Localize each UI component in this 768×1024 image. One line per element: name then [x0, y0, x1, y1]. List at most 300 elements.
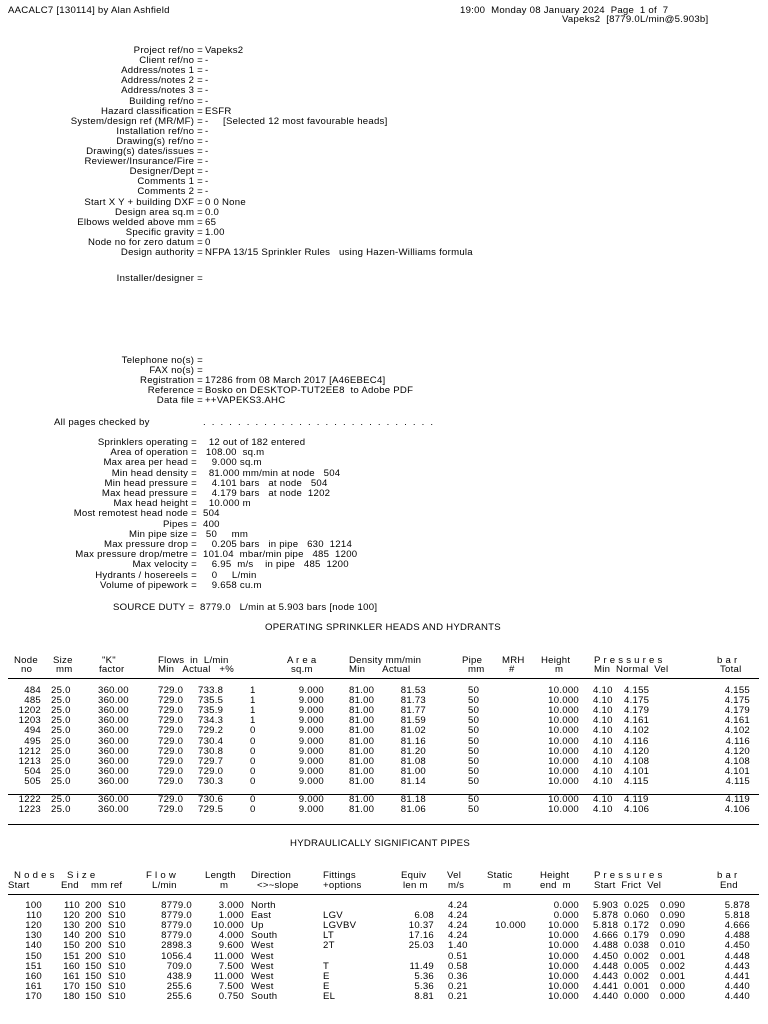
info-label: Client ref/no = — [139, 55, 203, 67]
pipes-cell-equiv: 5.36 — [414, 970, 434, 982]
heads-cell-pct: 0 — [250, 775, 256, 787]
pipes-cell-dir: East — [251, 910, 272, 922]
pipes-cell-pvel: 0.090 — [660, 920, 686, 932]
heads-cell-pipe: 50 — [468, 725, 480, 737]
pipes-cell-vel: 4.24 — [448, 910, 468, 922]
summary-label: Min pipe size = — [128, 528, 197, 540]
heads-cell-pipe: 50 — [468, 794, 480, 805]
heads-cell-total: 4.116 — [725, 735, 750, 747]
pipes-cell-start: 110 — [25, 910, 42, 922]
pipes-cell-dir: Up — [251, 920, 264, 932]
pipes-header-label: Fittings — [323, 870, 356, 881]
heads-cell-factual: 733.8 — [198, 685, 224, 696]
heads-cell-dmin: 81.00 — [349, 755, 375, 767]
pipes-cell-start: 120 — [25, 920, 42, 932]
summary-value: 504 — [203, 508, 220, 520]
pipes-cell-start: 160 — [25, 970, 42, 982]
heads-cell-factual: 734.3 — [198, 715, 224, 727]
pipes-cell-pstart: 4.448 — [593, 960, 619, 972]
pipes-cell-size: 200 — [85, 920, 102, 932]
heads-header-label: Height — [541, 655, 571, 666]
pipes-cell-flow: 8779.0 — [161, 930, 192, 942]
heads-cell-height: 10.000 — [548, 735, 579, 747]
summary-value: 10.000 m — [203, 498, 251, 510]
pipes-cell-len: 11.000 — [213, 950, 244, 962]
heads-cell-dact: 81.06 — [400, 804, 426, 816]
pipes-cell-equiv: 6.08 — [414, 910, 434, 922]
pipes-cell-pend: 4.443 — [724, 960, 750, 972]
heads-cell-k: 360.00 — [98, 765, 129, 777]
pipes-cell-pend: 4.448 — [724, 950, 750, 962]
pipes-cell-vel: 0.58 — [448, 960, 468, 972]
pipes-header-label: L/min — [152, 880, 177, 891]
heads-cell-total: 4.175 — [724, 695, 750, 707]
heads-cell-dmin: 81.00 — [349, 715, 375, 727]
summary-label: Min head density = — [111, 467, 197, 479]
pipes-cell-len: 4.000 — [218, 930, 244, 942]
heads-cell-fmin: 729.0 — [158, 725, 184, 737]
pipes-cell-start: 161 — [25, 980, 42, 992]
info-label: Installation ref/no = — [116, 125, 203, 137]
pipes-header-label: b a r — [717, 870, 738, 881]
heads-group-divider — [8, 794, 759, 795]
heads-header-label: Min Actual +% — [158, 664, 234, 675]
pipes-cell-pvel: 0.001 — [660, 970, 686, 982]
heads-cell-dact: 81.02 — [400, 725, 426, 737]
pipes-cell-height: 10.000 — [548, 930, 579, 942]
pipes-cell-pvel: 0.090 — [660, 930, 686, 942]
pipes-cell-frict: 0.060 — [624, 910, 650, 922]
heads-cell-fmin: 729.0 — [158, 685, 184, 696]
heads-cell-fmin: 729.0 — [158, 755, 184, 767]
pipes-top-divider — [8, 894, 759, 895]
heads-cell-height: 10.000 — [548, 695, 579, 707]
heads-cell-pipe: 50 — [468, 745, 480, 757]
pipes-cell-end: 120 — [63, 910, 80, 922]
heads-cell-node: 1222 — [18, 794, 41, 805]
pipes-cell-pstart: 4.440 — [593, 990, 619, 1002]
heads-cell-area: 9.000 — [298, 775, 324, 787]
pipes-cell-frict: 0.001 — [624, 980, 650, 992]
heads-header-label: Pipe — [462, 655, 483, 666]
pipes-cell-frict: 0.038 — [624, 940, 650, 952]
heads-cell-pipe: 50 — [468, 715, 480, 727]
pipes-cell-vel: 0.21 — [448, 980, 468, 992]
heads-cell-node: 1202 — [18, 705, 41, 717]
heads-cell-fmin: 729.0 — [158, 775, 184, 787]
heads-cell-node: 505 — [24, 775, 41, 787]
heads-cell-pnorm: 4.161 — [624, 715, 650, 727]
heads-header-label: sq.m — [291, 664, 313, 675]
heads-cell-total: 4.155 — [724, 685, 750, 696]
heads-cell-pmin: 4.10 — [593, 705, 613, 717]
pipes-cell-equiv: 11.49 — [409, 960, 434, 972]
pipes-cell-pend: 5.818 — [724, 910, 750, 922]
heads-cell-dact: 81.77 — [400, 705, 426, 717]
pipes-header-label: End — [720, 880, 738, 891]
heads-cell-area: 9.000 — [298, 765, 324, 777]
pipes-cell-start: 151 — [25, 960, 42, 972]
heads-cell-k: 360.00 — [98, 715, 129, 727]
pipes-cell-equiv: 17.16 — [408, 930, 434, 942]
summary-value: 6.95 m/s in pipe 485 1200 — [203, 559, 349, 571]
summary-value: 50 mm — [203, 528, 249, 540]
pipes-cell-ref: S10 — [108, 930, 126, 942]
summary-label: Area of operation = — [110, 447, 197, 459]
heads-cell-node: 485 — [24, 695, 41, 707]
pipes-cell-pstart: 4.488 — [593, 940, 619, 952]
heads-cell-pipe: 50 — [468, 685, 480, 696]
info-label: Design authority = — [120, 247, 203, 258]
pipes-cell-start: 150 — [25, 950, 42, 962]
pipes-cell-pvel: 0.000 — [660, 990, 686, 1002]
program-title: AACALC7 [130114] by Alan Ashfield — [8, 5, 170, 16]
heads-cell-height: 10.000 — [548, 804, 579, 816]
info-label: Drawing(s) dates/issues = — [86, 146, 203, 157]
pipes-header-label: <>~slope — [257, 880, 299, 891]
pipes-cell-end: 151 — [63, 950, 80, 962]
contact-label: Telephone no(s) = — [121, 355, 203, 366]
summary-label: Max head pressure = — [101, 488, 197, 499]
info-label: Start X Y + building DXF = — [84, 196, 203, 208]
heads-cell-pipe: 50 — [468, 755, 480, 767]
info-label: Project ref/no = — [133, 45, 203, 56]
pipes-cell-size: 200 — [85, 930, 102, 942]
heads-cell-height: 10.000 — [548, 705, 579, 717]
pipes-cell-frict: 0.172 — [624, 920, 650, 932]
summary-label: Hydrants / hosereels = — [95, 569, 197, 581]
pipes-cell-pstart: 4.666 — [593, 930, 619, 942]
pipes-cell-ref: S10 — [108, 920, 126, 932]
heads-section-title: OPERATING SPRINKLER HEADS AND HYDRANTS — [265, 622, 501, 633]
pipes-cell-end: 150 — [63, 940, 80, 952]
info-value: - — [205, 85, 209, 97]
heads-cell-area: 9.000 — [298, 705, 324, 717]
info-value: - — [205, 65, 209, 77]
heads-cell-node: 1213 — [18, 755, 41, 767]
heads-cell-size: 25.0 — [51, 804, 71, 816]
heads-cell-k: 360.00 — [98, 685, 129, 696]
pipes-cell-pvel: 0.090 — [660, 900, 686, 911]
pipes-cell-vel: 4.24 — [448, 920, 468, 932]
pipes-cell-len: 1.000 — [218, 910, 244, 922]
contact-value: 17286 from 08 March 2017 [A46EBEC4] — [205, 375, 386, 387]
pipes-cell-dir: West — [251, 980, 274, 992]
pipes-cell-len: 3.000 — [218, 900, 244, 911]
summary-value: 108.00 sq.m — [203, 447, 265, 459]
pipes-cell-start: 130 — [25, 930, 42, 942]
heads-cell-area: 9.000 — [298, 725, 324, 737]
pipes-cell-len: 0.750 — [218, 990, 244, 1002]
pipes-cell-pvel: 0.090 — [660, 910, 686, 922]
pipes-cell-size: 150 — [85, 990, 102, 1002]
heads-cell-dact: 81.00 — [400, 765, 426, 777]
pipes-cell-dir: North — [251, 900, 276, 911]
pipes-cell-flow: 255.6 — [166, 990, 192, 1002]
pipes-cell-start: 170 — [25, 990, 42, 1002]
pipes-cell-fit: T — [323, 960, 330, 972]
heads-cell-pnorm: 4.175 — [624, 695, 650, 707]
heads-cell-total: 4.161 — [724, 715, 750, 727]
heads-cell-fmin: 729.0 — [158, 765, 184, 777]
pipes-cell-flow: 8779.0 — [161, 900, 192, 911]
info-label: Specific gravity = — [125, 226, 203, 238]
heads-header-label: Min Normal Vel — [594, 664, 669, 675]
pipes-cell-pend: 4.666 — [724, 920, 750, 932]
heads-cell-height: 10.000 — [548, 715, 579, 727]
pipes-cell-flow: 438.9 — [166, 970, 192, 982]
heads-cell-pct: 0 — [250, 725, 256, 737]
heads-header-label: Total — [720, 664, 742, 675]
pipes-cell-static: 10.000 — [495, 920, 526, 932]
heads-cell-area: 9.000 — [298, 755, 324, 767]
heads-cell-total: 4.102 — [724, 725, 750, 737]
pipes-cell-frict: 0.002 — [624, 950, 650, 962]
heads-header-label: "K" — [102, 655, 116, 666]
heads-cell-dact: 81.59 — [400, 715, 426, 727]
summary-value: 9.000 sq.m — [203, 457, 262, 469]
pipes-cell-dir: West — [251, 950, 274, 962]
pipes-cell-size: 200 — [85, 950, 102, 962]
pipes-cell-flow: 8779.0 — [161, 910, 192, 922]
heads-cell-pnorm: 4.116 — [624, 735, 649, 747]
summary-value: 4.179 bars at node 1202 — [203, 488, 331, 499]
heads-cell-size: 25.0 — [51, 755, 71, 767]
pipes-section-title: HYDRAULICALLY SIGNIFICANT PIPES — [290, 838, 470, 849]
heads-cell-total: 4.115 — [725, 775, 750, 787]
pipes-cell-vel: 0.21 — [448, 990, 468, 1002]
heads-cell-pmin: 4.10 — [593, 745, 613, 757]
heads-header-label: P r e s s u r e s — [594, 655, 663, 666]
heads-cell-dact: 81.18 — [400, 794, 426, 805]
heads-cell-node: 494 — [24, 725, 41, 737]
heads-cell-pipe: 50 — [468, 705, 480, 717]
info-value: Vapeks2 — [205, 45, 244, 56]
datetime-page: 19:00 Monday 08 January 2024 Page 1 of 7 — [460, 5, 669, 16]
heads-cell-pipe: 50 — [468, 735, 480, 747]
heads-cell-pmin: 4.10 — [593, 725, 613, 737]
info-value: ESFR — [205, 105, 232, 117]
heads-cell-pmin: 4.10 — [593, 775, 613, 787]
pipes-header-label: P r e s s u r e s — [594, 870, 663, 881]
heads-cell-dmin: 81.00 — [349, 685, 375, 696]
info-label: Reviewer/Insurance/Fire = — [84, 156, 203, 168]
contact-label: Reference = — [147, 385, 203, 397]
heads-cell-pct: 0 — [250, 755, 256, 767]
contact-label: Registration = — [140, 375, 203, 387]
pipes-cell-end: 161 — [63, 970, 80, 982]
heads-cell-area: 9.000 — [298, 685, 324, 696]
heads-cell-pmin: 4.10 — [593, 735, 613, 747]
heads-cell-pct: 1 — [250, 715, 256, 727]
heads-cell-dmin: 81.00 — [349, 735, 375, 747]
pipes-cell-vel: 0.51 — [448, 950, 468, 962]
heads-header-label: MRH — [502, 655, 525, 666]
heads-cell-pct: 1 — [250, 685, 256, 696]
heads-cell-height: 10.000 — [548, 794, 579, 805]
heads-cell-pnorm: 4.120 — [624, 745, 650, 757]
heads-cell-fmin: 729.0 — [158, 804, 184, 816]
pipes-header-label: end m — [540, 880, 571, 891]
pipes-cell-pend: 4.441 — [724, 970, 750, 982]
heads-cell-dmin: 81.00 — [349, 804, 375, 816]
pipes-cell-pend: 4.440 — [724, 990, 750, 1002]
summary-value: 0 L/min — [203, 569, 257, 581]
pipes-cell-height: 0.000 — [553, 910, 579, 922]
pipes-cell-flow: 2898.3 — [161, 940, 192, 952]
pipes-header-label: m — [220, 880, 229, 891]
heads-cell-size: 25.0 — [51, 775, 71, 787]
heads-cell-factual: 730.3 — [198, 775, 224, 787]
heads-cell-pipe: 50 — [468, 695, 480, 707]
summary-value: 12 out of 182 entered — [203, 437, 306, 448]
heads-cell-pnorm: 4.119 — [624, 794, 649, 805]
info-value: - — [205, 55, 209, 67]
pipes-cell-flow: 8779.0 — [161, 920, 192, 932]
pipes-cell-len: 7.500 — [218, 980, 244, 992]
info-value: - — [205, 156, 209, 168]
heads-cell-dact: 81.16 — [400, 735, 426, 747]
heads-cell-pct: 1 — [250, 705, 256, 717]
heads-cell-pct: 1 — [250, 695, 256, 707]
pipes-cell-height: 10.000 — [548, 940, 579, 952]
pipes-cell-flow: 1056.4 — [161, 950, 192, 962]
info-label: Building ref/no = — [129, 95, 203, 107]
heads-cell-node: 504 — [24, 765, 41, 777]
pipes-header-label: +options — [323, 880, 362, 891]
pipes-cell-dir: West — [251, 970, 274, 982]
pipes-cell-size: 200 — [85, 910, 102, 922]
heads-cell-pnorm: 4.101 — [624, 765, 650, 777]
pipes-cell-start: 140 — [25, 940, 42, 952]
info-label: Address/notes 3 = — [121, 85, 203, 97]
heads-header-label: A r e a — [287, 655, 317, 666]
pipes-header-label: S i z e — [67, 870, 96, 881]
summary-label: Min head pressure = — [104, 477, 197, 489]
pipes-cell-end: 110 — [63, 900, 80, 911]
heads-cell-pct: 0 — [250, 765, 256, 777]
heads-cell-area: 9.000 — [298, 735, 324, 747]
pipes-cell-ref: S10 — [108, 970, 126, 982]
heads-cell-area: 9.000 — [298, 804, 324, 816]
pipes-cell-pstart: 4.441 — [593, 980, 619, 992]
heads-cell-height: 10.000 — [548, 725, 579, 737]
heads-cell-k: 360.00 — [98, 725, 129, 737]
heads-cell-dmin: 81.00 — [349, 794, 375, 805]
pipes-header-label: m — [503, 880, 512, 891]
pipes-cell-len: 7.500 — [218, 960, 244, 972]
pipes-cell-ref: S10 — [108, 950, 126, 962]
pipes-cell-fit: E — [323, 980, 330, 992]
heads-cell-k: 360.00 — [98, 705, 129, 717]
pipes-cell-frict: 0.179 — [624, 930, 650, 942]
pipes-cell-vel: 0.36 — [448, 970, 468, 982]
pipes-header-label: mm ref — [91, 880, 123, 891]
heads-header-label: Flows in L/min — [158, 655, 229, 666]
heads-cell-total: 4.120 — [724, 745, 750, 757]
heads-cell-pmin: 4.10 — [593, 685, 613, 696]
pipes-header-label: len m — [403, 880, 428, 891]
heads-cell-k: 360.00 — [98, 804, 129, 816]
pipes-cell-end: 130 — [63, 920, 80, 932]
summary-label: Max head height = — [113, 498, 197, 510]
summary-label: Max area per head = — [103, 457, 197, 469]
heads-cell-dact: 81.14 — [400, 775, 426, 787]
pipes-cell-end: 180 — [63, 990, 80, 1002]
checked-label: All pages checked by — [54, 417, 150, 428]
pipes-cell-pstart: 5.818 — [593, 920, 619, 932]
pipes-header-label: End — [61, 880, 79, 891]
pipes-cell-ref: S10 — [108, 960, 126, 972]
heads-cell-dmin: 81.00 — [349, 725, 375, 737]
pipes-cell-vel: 4.24 — [448, 900, 468, 911]
pipes-cell-len: 10.000 — [213, 920, 244, 932]
pipes-header-label: m/s — [448, 880, 465, 891]
heads-cell-factual: 735.9 — [198, 705, 224, 717]
heads-cell-size: 25.0 — [51, 685, 71, 696]
pipes-cell-height: 10.000 — [548, 970, 579, 982]
pipes-cell-frict: 0.000 — [624, 990, 650, 1002]
heads-cell-area: 9.000 — [298, 794, 324, 805]
heads-cell-dmin: 81.00 — [349, 745, 375, 757]
summary-value: 81.000 mm/min at node 504 — [203, 467, 341, 479]
pipes-header-label: Static — [487, 870, 513, 881]
info-label: Designer/Dept = — [129, 166, 203, 178]
heads-cell-size: 25.0 — [51, 745, 71, 757]
info-value: - — [205, 95, 209, 107]
pipes-cell-pend: 4.450 — [724, 940, 750, 952]
pipes-cell-pstart: 4.443 — [593, 970, 619, 982]
heads-cell-factual: 729.7 — [198, 755, 224, 767]
heads-cell-node: 1223 — [18, 804, 41, 816]
pipes-cell-flow: 255.6 — [166, 980, 192, 992]
info-value: - — [205, 146, 209, 157]
heads-header-label: # — [509, 664, 515, 675]
pipes-cell-len: 11.000 — [213, 970, 244, 982]
heads-header-label: no — [21, 664, 33, 675]
heads-bottom-divider — [8, 824, 759, 825]
pipes-cell-height: 10.000 — [548, 950, 579, 962]
pipes-cell-pstart: 5.878 — [593, 910, 619, 922]
heads-cell-k: 360.00 — [98, 695, 129, 707]
pipes-cell-dir: West — [251, 960, 274, 972]
pipes-cell-pstart: 5.903 — [593, 900, 619, 911]
heads-cell-pnorm: 4.115 — [624, 775, 649, 787]
info-value: - — [205, 125, 209, 137]
heads-cell-total: 4.119 — [725, 794, 750, 805]
pipes-cell-dir: South — [251, 930, 278, 942]
heads-cell-node: 484 — [24, 685, 41, 696]
heads-cell-k: 360.00 — [98, 775, 129, 787]
info-label: Drawing(s) ref/no = — [116, 135, 203, 147]
pipes-cell-ref: S10 — [108, 980, 126, 992]
heads-cell-total: 4.179 — [724, 705, 750, 717]
heads-cell-size: 25.0 — [51, 705, 71, 717]
pipes-cell-dir: South — [251, 990, 278, 1002]
pipes-cell-pvel: 0.010 — [660, 940, 686, 952]
heads-cell-pct: 0 — [250, 794, 256, 805]
pipes-header-label: Direction — [251, 870, 292, 881]
heads-top-divider — [8, 678, 759, 679]
pipes-cell-vel: 4.24 — [448, 930, 468, 942]
heads-header-label: Density mm/min — [349, 655, 422, 666]
heads-cell-pmin: 4.10 — [593, 695, 613, 707]
heads-cell-factual: 730.6 — [198, 794, 224, 805]
info-value: - [Selected 12 most favourable heads] — [205, 115, 388, 127]
heads-cell-node: 1212 — [18, 745, 41, 757]
heads-cell-height: 10.000 — [548, 755, 579, 767]
pipes-cell-fit: E — [323, 970, 330, 982]
